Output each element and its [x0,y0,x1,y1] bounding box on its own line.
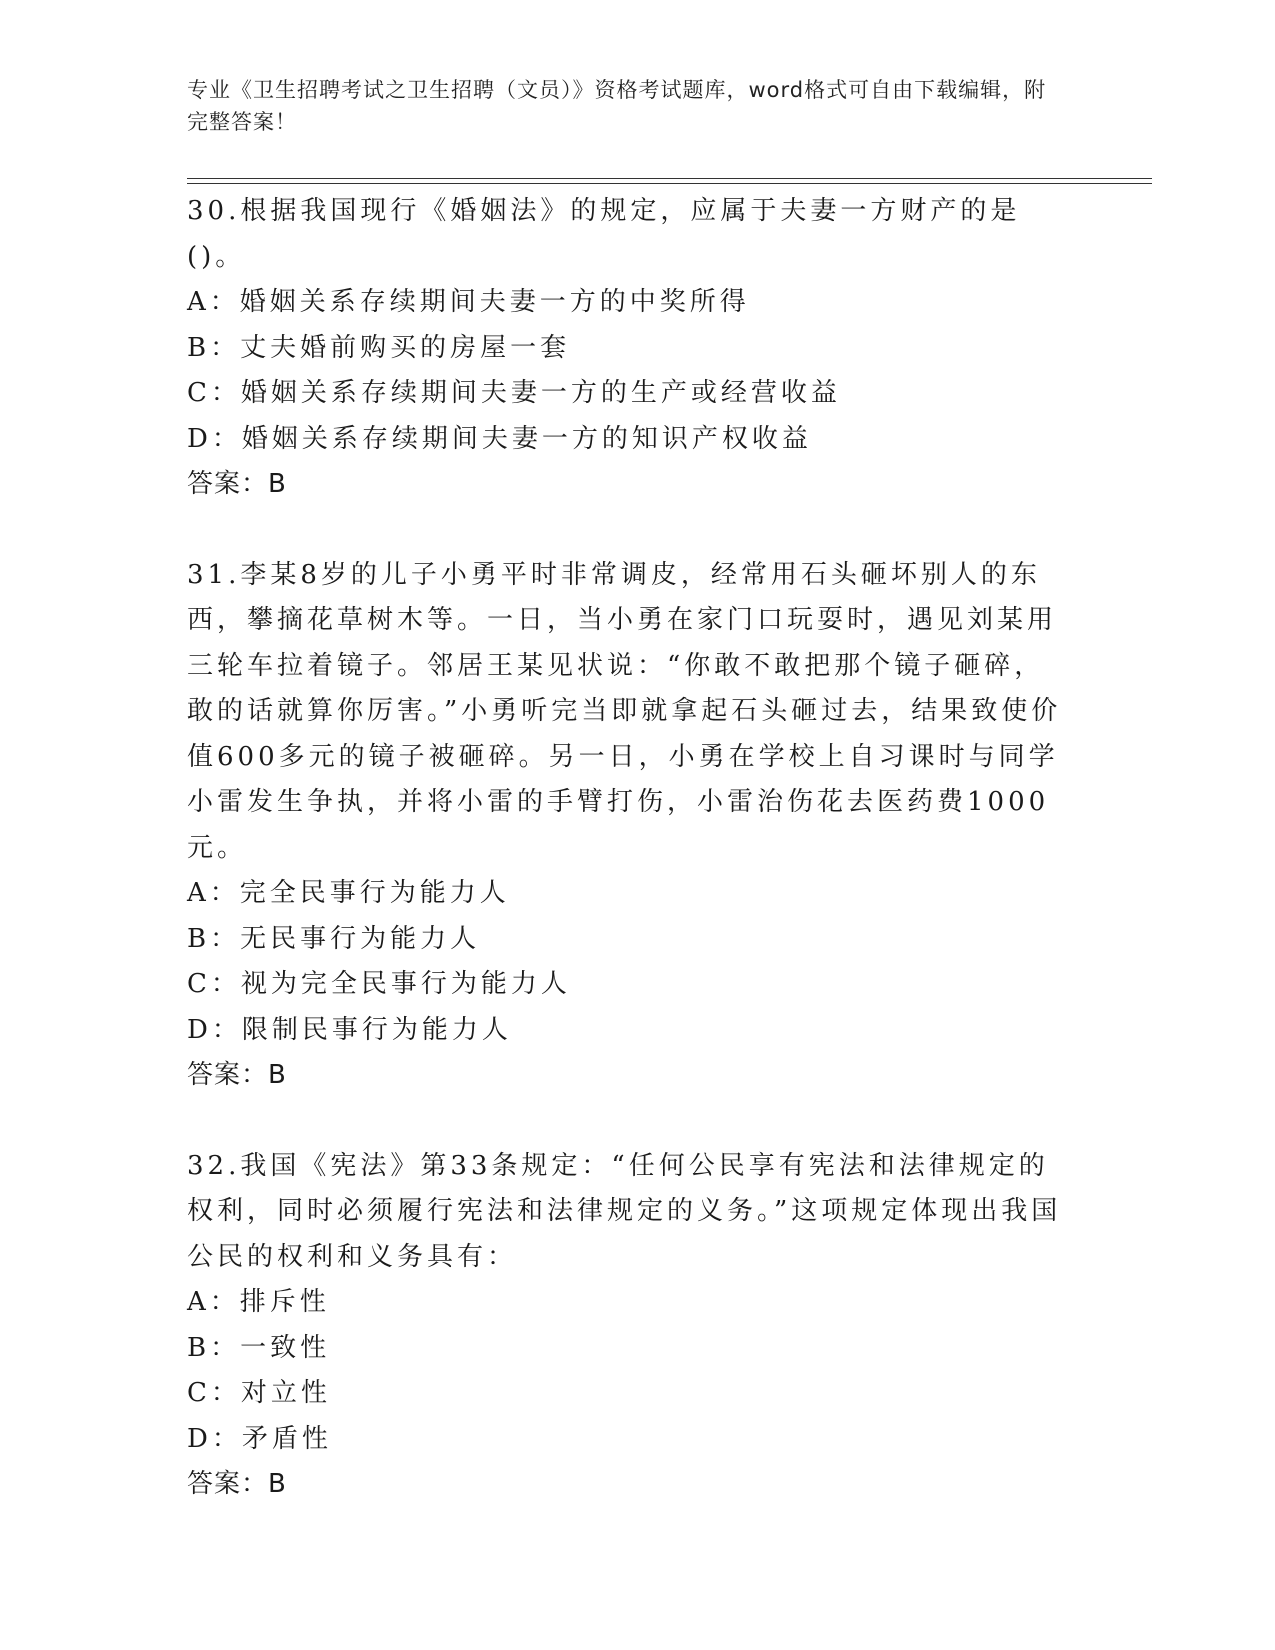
option-c: C：对立性 [187,1378,331,1408]
question-list [187,189,1067,1553]
answer-line: 答案：B [187,1060,287,1090]
question-31 [187,553,1067,1099]
question-stem: 30.根据我国现行《婚姻法》的规定，应属于夫妻一方财产的是()。 [187,196,1021,272]
question-30 [187,189,1067,508]
answer-line: 答案：B [187,1469,287,1499]
option-b: B：一致性 [187,1332,331,1363]
question-stem: 32.我国《宪法》第33条规定：“任何公民享有宪法和法律规定的权利，同时必须履行宪法和法律规定的义务。”这项规定体现出我国公民的权利和义务具有： [187,1150,1062,1272]
question-32 [187,1144,1067,1508]
option-b: B：丈夫婚前购买的房屋一套 [187,332,571,363]
option-c: C：婚姻关系存续期间夫妻一方的生产或经营收益 [187,378,841,408]
answer-line: 答案：B [187,469,287,499]
option-a: A：排斥性 [187,1287,330,1317]
header-divider-bottom [187,183,1152,184]
option-a: A：婚姻关系存续期间夫妻一方的中奖所得 [187,287,750,317]
question-stem: 31.李某8岁的儿子小勇平时非常调皮，经常用石头砸坏别人的东西，攀摘花草树木等。一日，当小勇在家门口玩耍时，遇见刘某用三轮车拉着镜子。邻居王某见状说：“你敢不敢把那个镜子砸碎，敢的话就算你厉害。”小勇听完当即就拿起石头砸过去，结果致使价值600多元的镜子被砸碎。另一日，小勇在学校上自习课时与同学小雷发生争执，并将小雷的手臂打伤，小雷治伤花去医药费1000元。 [187,559,1062,863]
option-b: B：无民事行为能力人 [187,923,481,954]
header-divider-top [187,178,1152,179]
option-d: D：婚姻关系存续期间夫妻一方的知识产权收益 [187,423,812,454]
option-d: D：限制民事行为能力人 [187,1014,512,1045]
option-a: A：完全民事行为能力人 [187,878,510,908]
option-d: D：矛盾性 [187,1423,332,1454]
document-header: 专业《卫生招聘考试之卫生招聘（文员）》资格考试题库，word格式可自由下载编辑，附完整答案！ [187,78,1047,134]
option-c: C：视为完全民事行为能力人 [187,969,571,999]
